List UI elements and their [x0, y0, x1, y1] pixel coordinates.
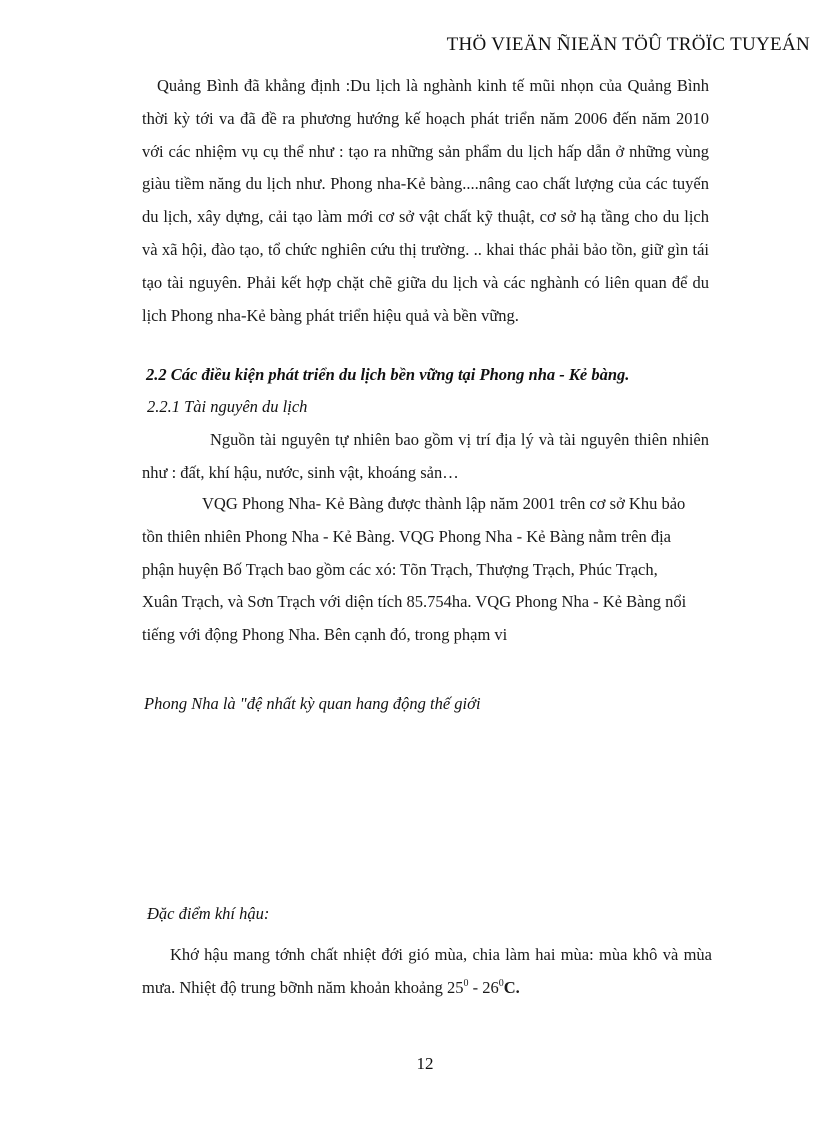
temp-unit: C. — [503, 977, 520, 997]
resources-paragraph: Nguồn tài nguyên tự nhiên bao gồm vị trí địa lý và tài nguyên thiên nhiên như : đất, khí hậu, nước, sinh vật, khoáng sản… — [142, 430, 709, 482]
temp-high-exponent: 0 — [498, 977, 504, 989]
climate-text: Khớ hậu mang tớnh chất nhiệt đới gió mùa, chia làm hai mùa: mùa khô và mùa mưa. Nhiệt độ trung bỡnh năm khoản khoảng 25 — [142, 945, 712, 997]
cave-caption: Phong Nha là "đệ nhất kỳ quan hang động thế giới — [144, 694, 481, 713]
intro-paragraph: Quảng Bình đã khẳng định :Du lịch là nghành kinh tế mũi nhọn của Quảng Bình thời kỳ tới va đã đề ra phương hướng kế hoạch phát triển năm 2006 đến năm 2010 với các nhiệm vụ cụ thể như : tạo ra những sản phẩm du lịch hấp dẫn ở những vùng giàu tiềm năng du lịch như. Phong nha-Kẻ bàng....nâng cao chất lượng của các tuyến du lịch, xây dựng, cải tạo làm mới cơ sở vật chất kỹ thuật, cơ sở hạ tầng cho du lịch và xã hội, đào tạo, tổ chức nghiên cứu thị trường. .. khai thác phải bảo tồn, giữ gìn tái tạo tài nguyên. Phải kết hợp chặt chẽ giữa du lịch và các nghành có liên quan để du lịch Phong nha-Kẻ bàng phát triển hiệu quả và bền vững. — [142, 76, 709, 325]
section-heading: 2.2 Các điều kiện phát triển du lịch bền vững tại Phong nha - Kẻ bàng. — [146, 365, 630, 384]
climate-heading: Đặc điểm khí hậu: — [147, 904, 270, 923]
park-paragraph: VQG Phong Nha- Kẻ Bàng được thành lập năm 2001 trên cơ sở Khu bảo tồn thiên nhiên Phong Nha - Kẻ Bàng. VQG Phong Nha - Kẻ Bàng nằm trên địa phận huyện Bố Trạch bao gồm các xó: Tõn Trạch, Thượng Trạch, Phúc Trạch, Xuân Trạch, và Sơn Trạch với diện tích 85.754ha. VQG Phong Nha - Kẻ Bàng nổi tiếng với động Phong Nha. Bên cạnh đó, trong phạm vi — [142, 494, 687, 645]
page-number: 12 — [416, 1054, 434, 1073]
running-header: THÖ VIEÄN ÑIEÄN TÖÛ TRÖÏC TUYEÁN — [446, 34, 810, 55]
temp-dash: - 26 — [468, 977, 499, 997]
climate-paragraph — [142, 939, 712, 1005]
subsection-heading: 2.2.1 Tài nguyên du lịch — [147, 397, 308, 416]
temp-low-exponent: 0 — [463, 977, 469, 989]
